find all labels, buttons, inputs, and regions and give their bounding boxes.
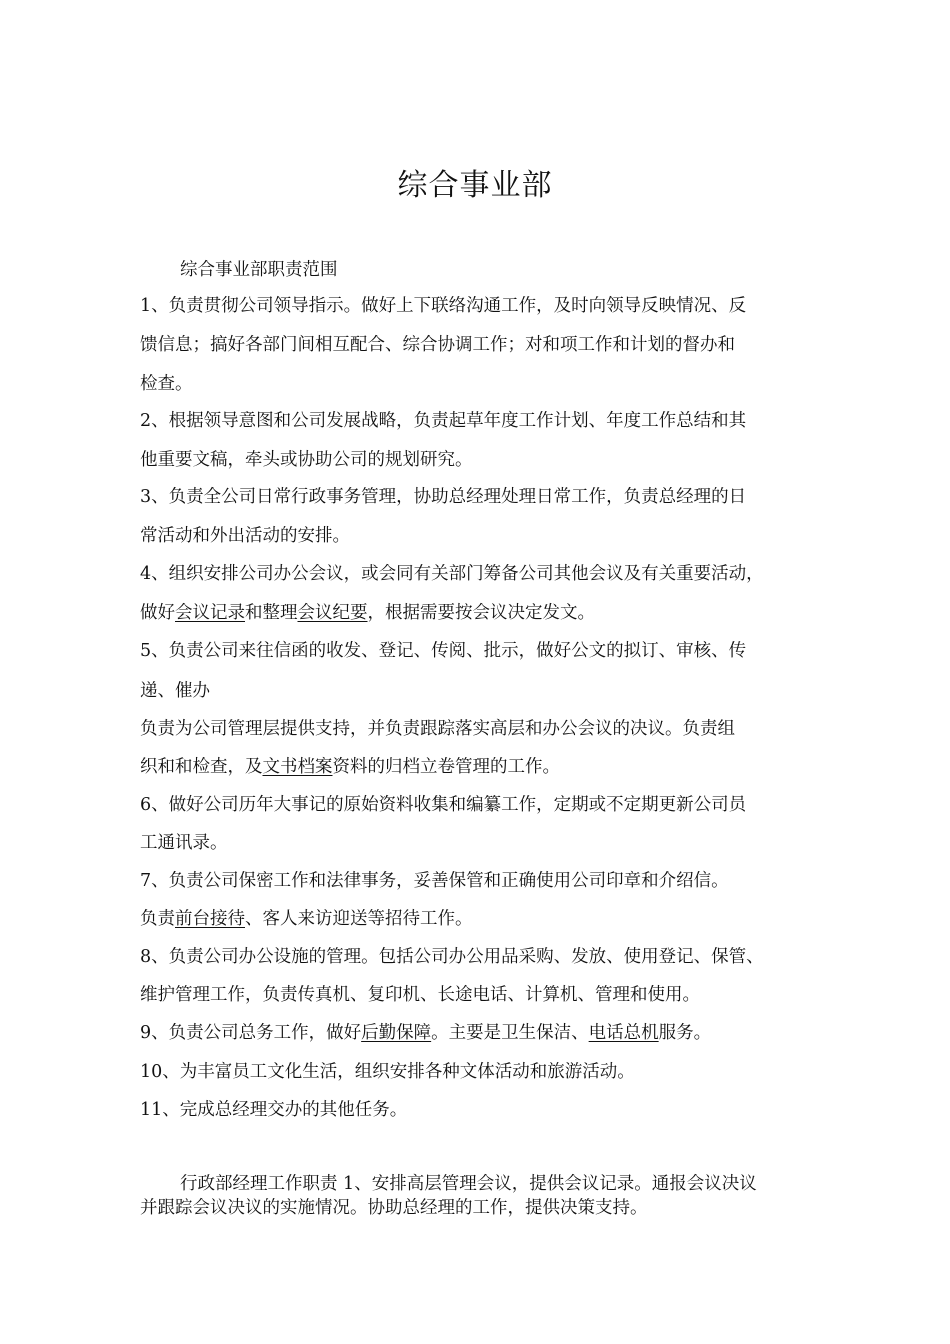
underlined-term: 电话总机 <box>588 1023 659 1043</box>
line-text: 负责为公司管理层提供支持，并负责跟踪落实高层和办公会议的决议。负责组 <box>140 719 735 739</box>
line-text: 7、负责公司保密工作和法律事务，妥善保管和正确使用公司印章和介绍信。 <box>140 871 729 891</box>
line-text: 织和和检查，及 <box>140 757 263 777</box>
body-line <box>140 867 729 892</box>
line-text: 8、负责公司办公设施的管理。包括公司办公用品采购、发放、使用登记、保管、 <box>140 947 764 967</box>
underlined-term: 后勤保障 <box>361 1023 432 1043</box>
body-line <box>140 829 228 854</box>
body-line <box>140 1058 635 1083</box>
line-text: 11、完成总经理交办的其他任务。 <box>140 1100 408 1120</box>
line-text: 常活动和外出活动的安排。 <box>140 526 350 546</box>
line-text: 工通讯录。 <box>140 833 228 853</box>
line-text: 2、根据领导意图和公司发展战略，负责起草年度工作计划、年度工作总结和其 <box>140 411 747 431</box>
underlined-term: 前台接待 <box>175 909 245 929</box>
line-text: 3、负责全公司日常行政事务管理，协助总经理处理日常工作，负责总经理的日 <box>140 487 747 507</box>
line-text: 服务。 <box>658 1023 712 1043</box>
underlined-term: 会议记录 <box>175 603 245 623</box>
underlined-term: 文书档案 <box>262 757 333 777</box>
line-text: 。主要是卫生保洁、 <box>431 1023 589 1043</box>
line-text: 、客人来访迎送等招待工作。 <box>245 909 473 929</box>
footer-line-1: 行政部经理工作职责 1、安排高层管理会议，提供会议记录。通报会议决议 <box>180 1174 757 1194</box>
body-line <box>140 331 735 356</box>
body-line <box>140 637 746 662</box>
line-text: ，根据需要按会议决定发文。 <box>367 603 595 623</box>
body-line <box>140 943 764 968</box>
footer-line-2: 并跟踪会议决议的实施情况。协助总经理的工作，提供决策支持。 <box>140 1198 648 1218</box>
body-line <box>140 446 473 471</box>
line-text: 负责 <box>140 909 175 929</box>
line-text: 馈信息；搞好各部门间相互配合、综合协调工作；对和项工作和计划的督办和 <box>140 335 735 355</box>
body-line <box>140 715 735 740</box>
line-text: 他重要文稿，牵头或协助公司的规划研究。 <box>140 450 473 470</box>
line-text: 9、负责公司总务工作，做好 <box>140 1023 362 1043</box>
line-text: 资料的归档立卷管理的工作。 <box>332 757 560 777</box>
body-line <box>140 753 560 778</box>
body-line <box>140 370 193 395</box>
line-text: 和整理 <box>245 603 298 623</box>
line-text: 维护管理工作，负责传真机、复印机、长途电话、计算机、管理和使用。 <box>140 985 700 1005</box>
body-line <box>140 407 746 432</box>
body-line <box>140 292 746 317</box>
body-line <box>140 1019 711 1044</box>
line-text: 6、做好公司历年大事记的原始资料收集和编纂工作，定期或不定期更新公司员 <box>140 795 747 815</box>
line-text: 检查。 <box>140 374 193 394</box>
underlined-term: 会议纪要 <box>297 603 368 623</box>
body-line <box>140 560 764 585</box>
page-title: 综合事业部 <box>397 168 553 203</box>
body-line <box>140 677 210 702</box>
section-heading: 综合事业部职责范围 <box>180 260 338 280</box>
body-line <box>140 483 746 508</box>
line-text: 递、催办 <box>140 681 210 701</box>
body-line <box>140 981 700 1006</box>
line-text: 做好 <box>140 603 175 623</box>
line-text: 5、负责公司来往信函的收发、登记、传阅、批示，做好公文的拟订、审核、传 <box>140 641 747 661</box>
line-text: 1、负责贯彻公司领导指示。做好上下联络沟通工作，及时向领导反映情况、反 <box>140 296 747 316</box>
body-line <box>140 522 350 547</box>
line-text: 4、组织安排公司办公会议，或会同有关部门筹备公司其他会议及有关重要活动， <box>140 564 764 584</box>
body-line <box>140 1096 407 1121</box>
body-line <box>140 905 473 930</box>
line-text: 10、为丰富员工文化生活，组织安排各种文体活动和旅游活动。 <box>140 1062 635 1082</box>
body-line <box>140 599 595 624</box>
body-line <box>140 791 746 816</box>
